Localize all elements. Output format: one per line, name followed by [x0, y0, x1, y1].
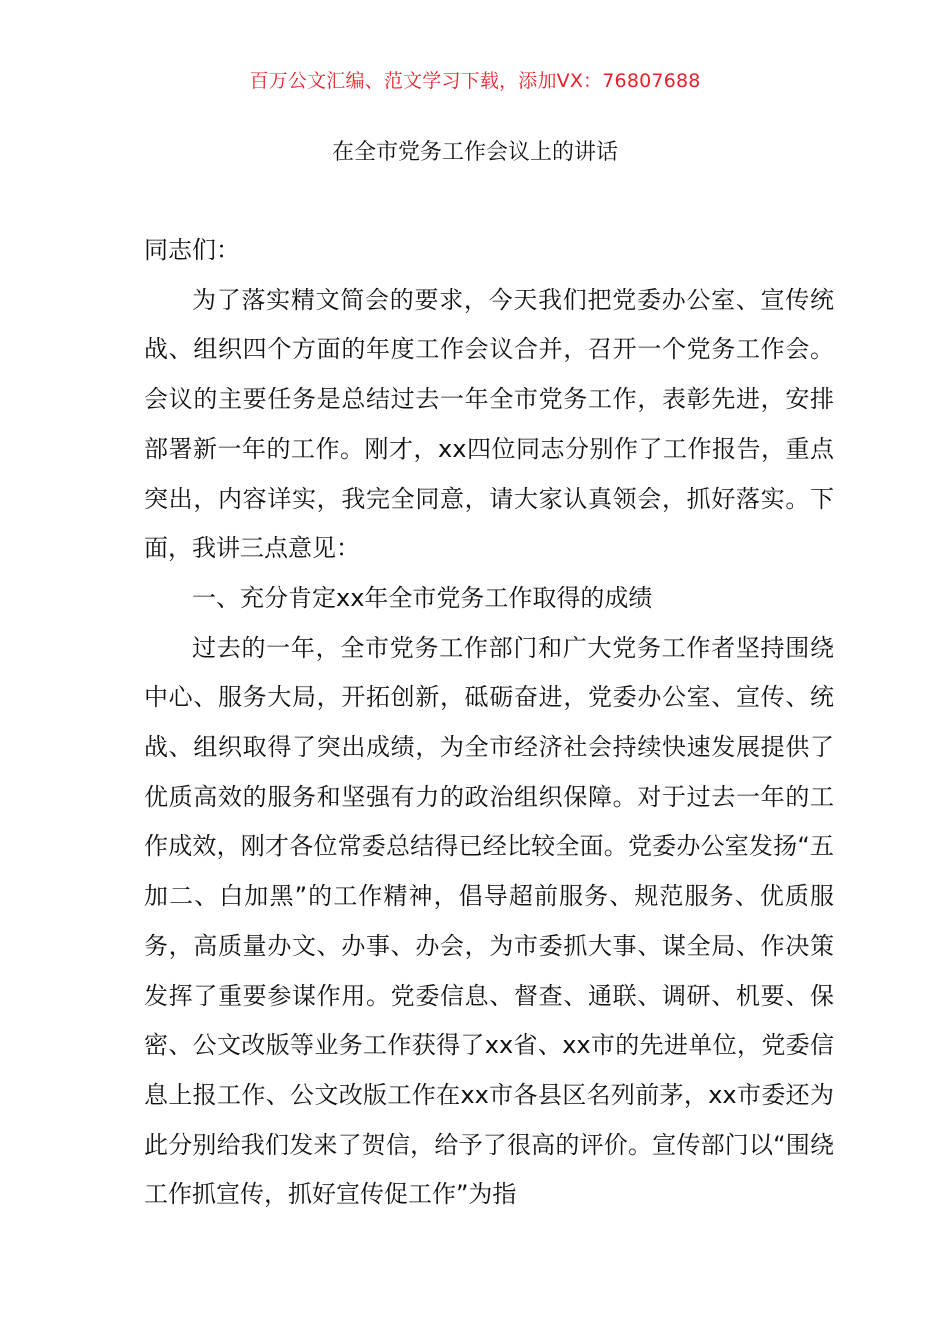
salutation: 同志们：: [144, 236, 240, 264]
paragraph: 过去的一年，全市党务工作部门和广大党务工作者坚持围绕中心、服务大局，开拓创新，砥砺奋进，党委办公室、宣传、统战、组织取得了突出成绩，为全市经济社会持续快速发展提供了优质高效的服务和坚强有力的政治组织保障。对于过去一年的工作成效，刚才各位常委总结得已经比较全面。党委办公室发扬“五加二、白加黑”的工作精神，倡导超前服务、规范服务、优质服务，高质量办文、办事、办会，为市委抓大事、谋全局、作决策发挥了重要参谋作用。党委信息、督查、通联、调研、机要、保密、公文改版等业务工作获得了xx省、xx市的先进单位，党委信息上报工作、公文改版工作在xx市各县区名列前茅，xx市委还为此分别给我们发来了贺信，给予了很高的评价。宣传部门以“围绕工作抓宣传，抓好宣传促工作”为指: [144, 633, 834, 1209]
section-heading: 一、充分肯定xx年全市党务工作取得的成绩: [192, 583, 653, 612]
document-title: 在全市党务工作会议上的讲话: [331, 140, 618, 165]
document-body: [144, 226, 834, 1220]
paragraph: 为了落实精文简会的要求，今天我们把党委办公室、宣传统战、组织四个方面的年度工作会议合并，召开一个党务工作会。会议的主要任务是总结过去一年全市党务工作，表彰先进，安排部署新一年的工作。刚才，xx四位同志分别作了工作报告，重点突出，内容详实，我完全同意，请大家认真领会，抓好落实。下面，我讲三点意见：: [144, 285, 834, 563]
promo-banner: 百万公文汇编、范文学习下载，添加VX：76807688: [249, 70, 701, 92]
